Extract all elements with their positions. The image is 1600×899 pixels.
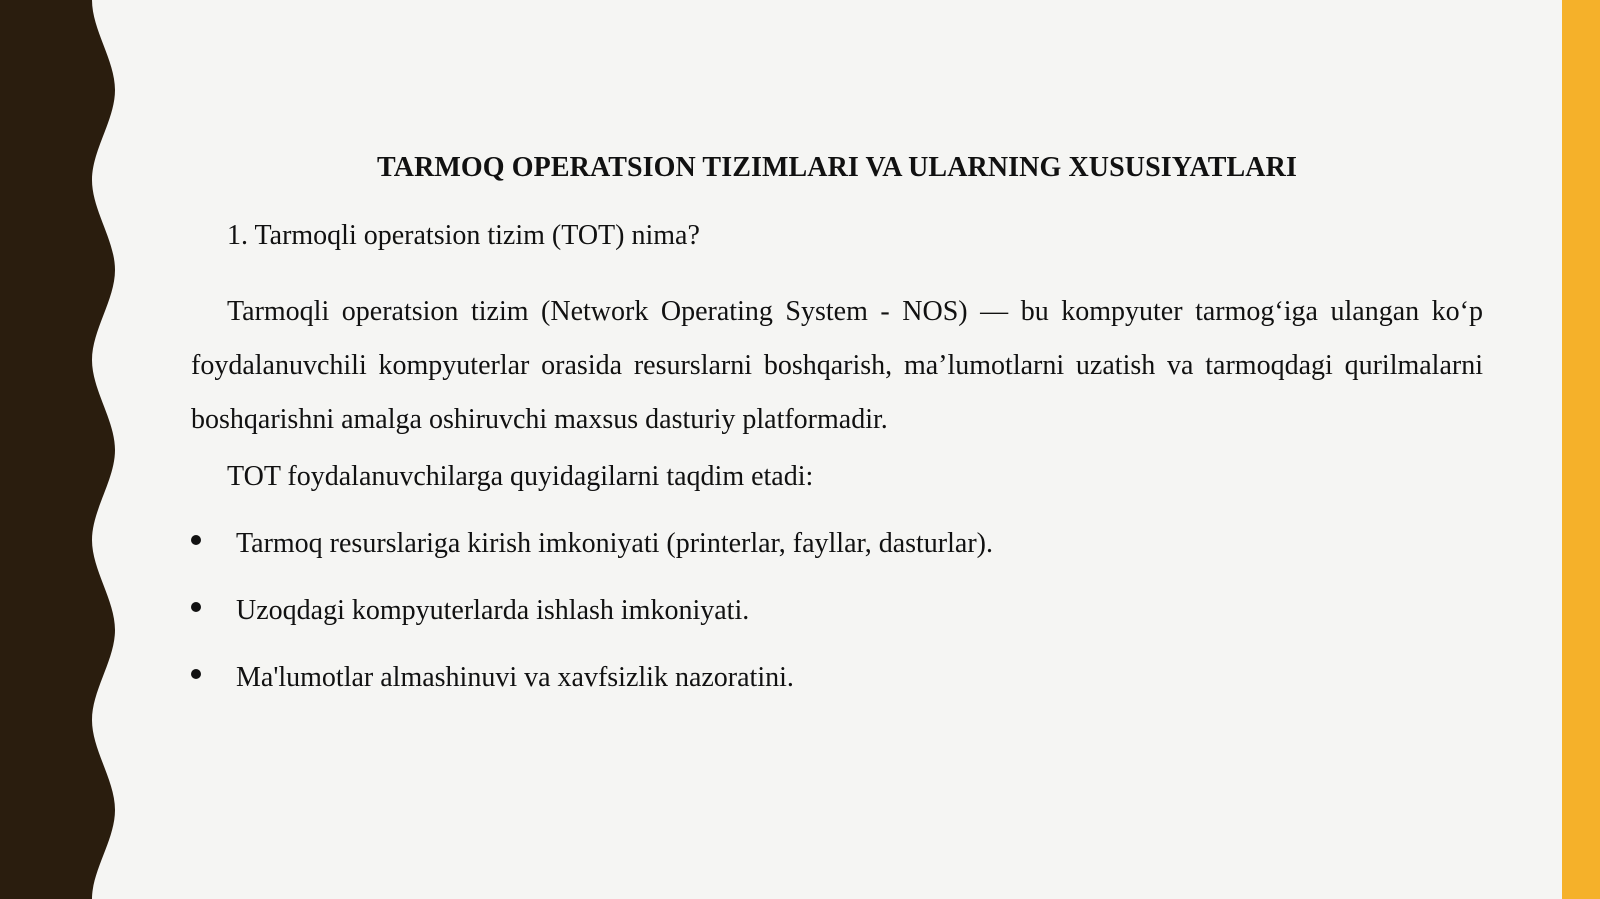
definition-paragraph: Tarmoqli operatsion tizim (Network Operating System - NOS) — bu kompyuter tarmog‘iga ulangan ko‘p foydalanuvchili kompyuterlar orasida resurslarni boshqarish, ma’lumotlarni uzatish va tarmoqdagi qurilmalarni boshqarishni amalga oshiruvchi maxsus dasturiy platformadir. xyxy=(191,296,1483,435)
wave-decoration xyxy=(0,0,130,899)
list-item xyxy=(191,593,1483,660)
wave-shape xyxy=(0,0,115,899)
bullet-dot-icon xyxy=(191,602,201,612)
intro-paragraph: TOT foydalanuvchilarga quyidagilarni taqdim etadi: xyxy=(227,461,814,492)
bullet-text: Uzoqdagi kompyuterlarda ishlash imkoniyati. xyxy=(236,595,750,626)
list-item xyxy=(191,660,1483,727)
bullet-dot-icon xyxy=(191,535,201,545)
slide-title: TARMOQ OPERATSION TIZIMLARI VA ULARNING XUSUSIYATLARI xyxy=(377,152,1297,183)
question-heading: 1. Tarmoqli operatsion tizim (TOT) nima? xyxy=(227,220,700,251)
bullet-text: Ma'lumotlar almashinuvi va xavfsizlik nazoratini. xyxy=(236,662,794,693)
bullet-text: Tarmoq resurslariga kirish imkoniyati (printerlar, fayllar, dasturlar). xyxy=(236,528,993,559)
accent-bar xyxy=(1562,0,1600,899)
bullet-list xyxy=(191,526,1483,727)
list-item xyxy=(191,526,1483,593)
bullet-dot-icon xyxy=(191,669,201,679)
slide-content xyxy=(191,0,1483,899)
